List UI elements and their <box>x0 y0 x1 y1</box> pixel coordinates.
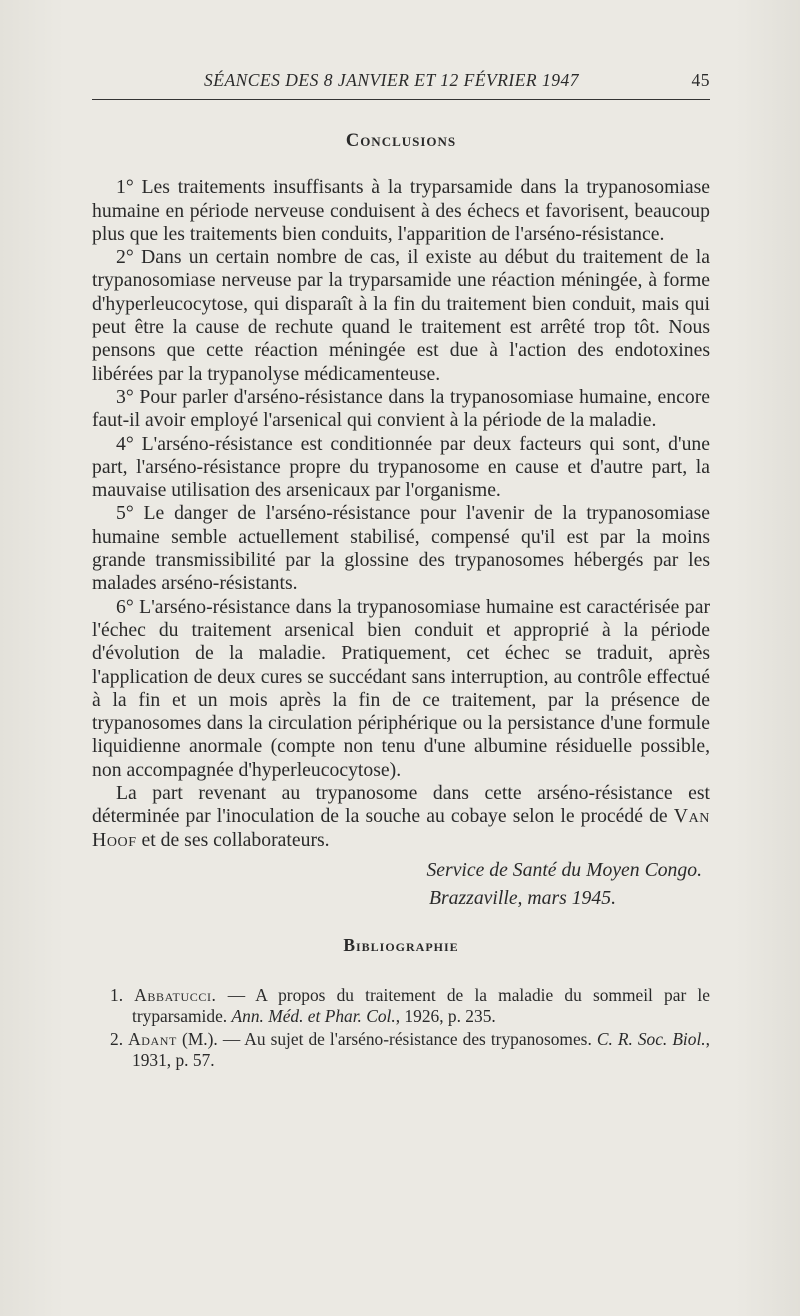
signature-institution: Service de Santé du Moyen Congo. <box>426 858 702 881</box>
final-text-after: et de ses collaborateurs. <box>141 828 330 851</box>
reference-1 <box>92 985 710 1027</box>
conclusion-paragraph-6: 6° L'arséno-résistance dans la trypanosomiase humaine est caractérisée par l'échec du traitement arsenical bien conduit et approprié à la période d'évolution de la maladie. Pratiquement, cet échec se traduit, après l'application de deux cures se succédant sans interruption, au contrôle effectué à la fin et un mois après la fin de ce traitement, par la présence de trypanosomes dans la circulation périphérique ou la persistance d'une formule liquidienne anormale (compte non tenu d'une albumine résiduelle possible, non accompagnée d'hyperleucocytose). <box>92 595 710 781</box>
reference-author-initial: (M.). <box>182 1029 218 1050</box>
conclusion-paragraph-5: 5° Le danger de l'arséno-résistance pour l'avenir de la trypanosomiase humaine semble actuellement stabilisé, compensé qu'il est par la moins grande transmissibilité par la glossine des trypanosomes hébergés par les malades arséno-résistants. <box>92 502 710 595</box>
reference-text: — A propos du traitement de la maladie du sommeil par le tryparsamide. <box>132 985 710 1027</box>
signature-place-date: Brazzaville, mars 1945. <box>428 886 616 909</box>
conclusions-title: Conclusions <box>345 131 457 151</box>
cited-name: Van Hoof <box>92 805 710 851</box>
conclusion-paragraph-4: 4° L'arséno-résistance est conditionnée par deux facteurs qui sont, d'une part, l'arséno-résistance propre du trypanosome en cause et d'autre part, la mauvaise utilisation des arsenicaux par l'organisme. <box>92 432 710 502</box>
running-head: SÉANCES DES 8 JANVIER ET 12 FÉVRIER 1947 <box>204 70 579 90</box>
header-rule <box>92 99 710 100</box>
reference-journal: Ann. Méd. et Phar. Col. <box>231 1006 396 1027</box>
page-number: 45 <box>691 70 710 90</box>
conclusion-paragraph-3: 3° Pour parler d'arséno-résistance dans la trypanosomiase humaine, encore faut-il avoir employé l'arsenical qui convient à la période de la maladie. <box>92 385 710 432</box>
reference-journal: C. R. Soc. Biol. <box>596 1029 706 1050</box>
reference-text: — Au sujet de l'arséno-résistance des trypanosomes. <box>222 1029 592 1050</box>
reference-number: 2. <box>110 1029 124 1050</box>
reference-2 <box>92 1029 710 1071</box>
final-text-before: La part revenant au trypanosome dans cette arséno-résistance est déterminée par l'inoculation de la souche au cobaye selon le procédé de <box>92 782 710 828</box>
reference-author: Abbatucci. <box>134 985 217 1006</box>
bibliography-title: Bibliographie <box>343 934 459 955</box>
reference-tail: , 1931, p. 57. <box>132 1029 711 1071</box>
conclusion-paragraph-2: 2° Dans un certain nombre de cas, il existe au début du traitement de la trypanosomiase nerveuse par la tryparsamide une réaction méningée, à forme d'hyperleucocytose, qui disparaît à la fin du traitement bien conduit, mais qui peut être la cause de rechute quand le traitement est arrêté trop tôt. Nous pensons que cette réaction méningée est due à l'action des endotoxines libérées par la trypanolyse médicamenteuse. <box>92 246 710 385</box>
page-body <box>92 130 710 1073</box>
reference-number: 1. <box>110 985 124 1006</box>
conclusion-paragraph-1: 1° Les traitements insuffisants à la tryparsamide dans la trypanosomiase humaine en période nerveuse conduisent à des échecs et favorisent, beaucoup plus que les traitements bien conduits, l'apparition de l'arséno-résistance. <box>92 176 710 245</box>
reference-author: Adant <box>128 1029 177 1050</box>
reference-tail: , 1926, p. 235. <box>395 1006 496 1027</box>
conclusion-paragraph-final <box>92 782 710 852</box>
